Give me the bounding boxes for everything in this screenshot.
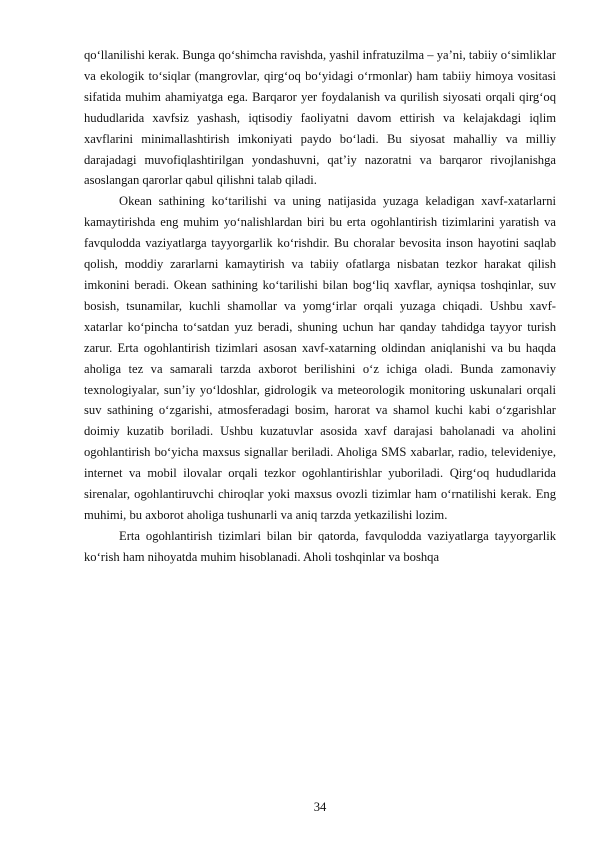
document-body [84, 45, 556, 568]
paragraph-2: Okean sathining ko‘tarilishi va uning natijasida yuzaga keladigan xavf-xatarlarni kamaytirishda eng muhim yo‘nalishlardan biri bu erta ogohlantirish tizimlarini yaratish va favqulodda vaziyatlarga tayyorgarlik ko‘rishdir. Bu choralar bevosita inson hayotini saqlab qolish, moddiy zararlarni kamaytirish va tabiiy ofatlarga nisbatan tezkor harakat qilish imkonini beradi. Okean sathining ko‘tarilishi bilan bog‘liq xavflar, ayniqsa toshqinlar, suv bosish, tsunamilar, kuchli shamollar va yomg‘irlar orqali yuzaga chiqadi. Ushbu xavf-xatarlar ko‘pincha to‘satdan yuz beradi, shuning uchun har qanday tahdidga tayyor turish zarur. Erta ogohlantirish tizimlari asosan xavf-xatarning oldindan aniqlanishi va bu haqda aholiga tez va samarali tarzda axborot berilishini o‘z ichiga oladi. Bunda zamonaviy texnologiyalar, sun’iy yo‘ldoshlar, gidrologik va meteorologik monitoring uskunalari orqali suv sathining o‘zgarishi, atmosferadagi bosim, harorat va shamol kuchi kabi o‘zgarishlar doimiy kuzatib boriladi. Ushbu kuzatuvlar asosida xavf darajasi baholanadi va aholini ogohlantirish bo‘yicha maxsus signallar beriladi. Aholiga SMS xabarlar, radio, televideniye, internet va mobil ilovalar orqali tezkor ogohlantirishlar yuboriladi. Qirg‘oq hududlarida sirenalar, ogohlantiruvchi chiroqlar yoki maxsus ovozli tizimlar ham o‘rnatilishi kerak. Eng muhimi, bu axborot aholiga tushunarli va aniq tarzda yetkazilishi lozim. [84, 194, 556, 522]
page-number: 34 [313, 800, 327, 814]
paragraph-1: qo‘llanilishi kerak. Bunga qo‘shimcha ravishda, yashil infratuzilma – ya’ni, tabiiy o‘simliklar va ekologik to‘siqlar (mangrovlar, qirg‘oq bo‘yidagi o‘rmonlar) ham tabiiy himoya vositasi sifatida muhim ahamiyatga ega. Barqaror yer foydalanish va qurilish siyosati orqali qirg‘oq hududlarida xavfsiz yashash, iqtisodiy faoliyatni davom ettirish va kelajakdagi iqlim xavflarini minimallashtirish imkoniyati paydo bo‘ladi. Bu siyosat mahalliy va milliy darajadagi muvofiqlashtirilgan yondashuvni, qat’iy nazoratni va barqaror rivojlanishga asoslangan qarorlar qabul qilishni talab qiladi. [84, 48, 556, 188]
paragraph-3: Erta ogohlantirish tizimlari bilan bir qatorda, favqulodda vaziyatlarga tayyorgarlik ko‘rish ham nihoyatda muhim hisoblanadi. Aholi toshqinlar va boshqa [84, 528, 556, 564]
